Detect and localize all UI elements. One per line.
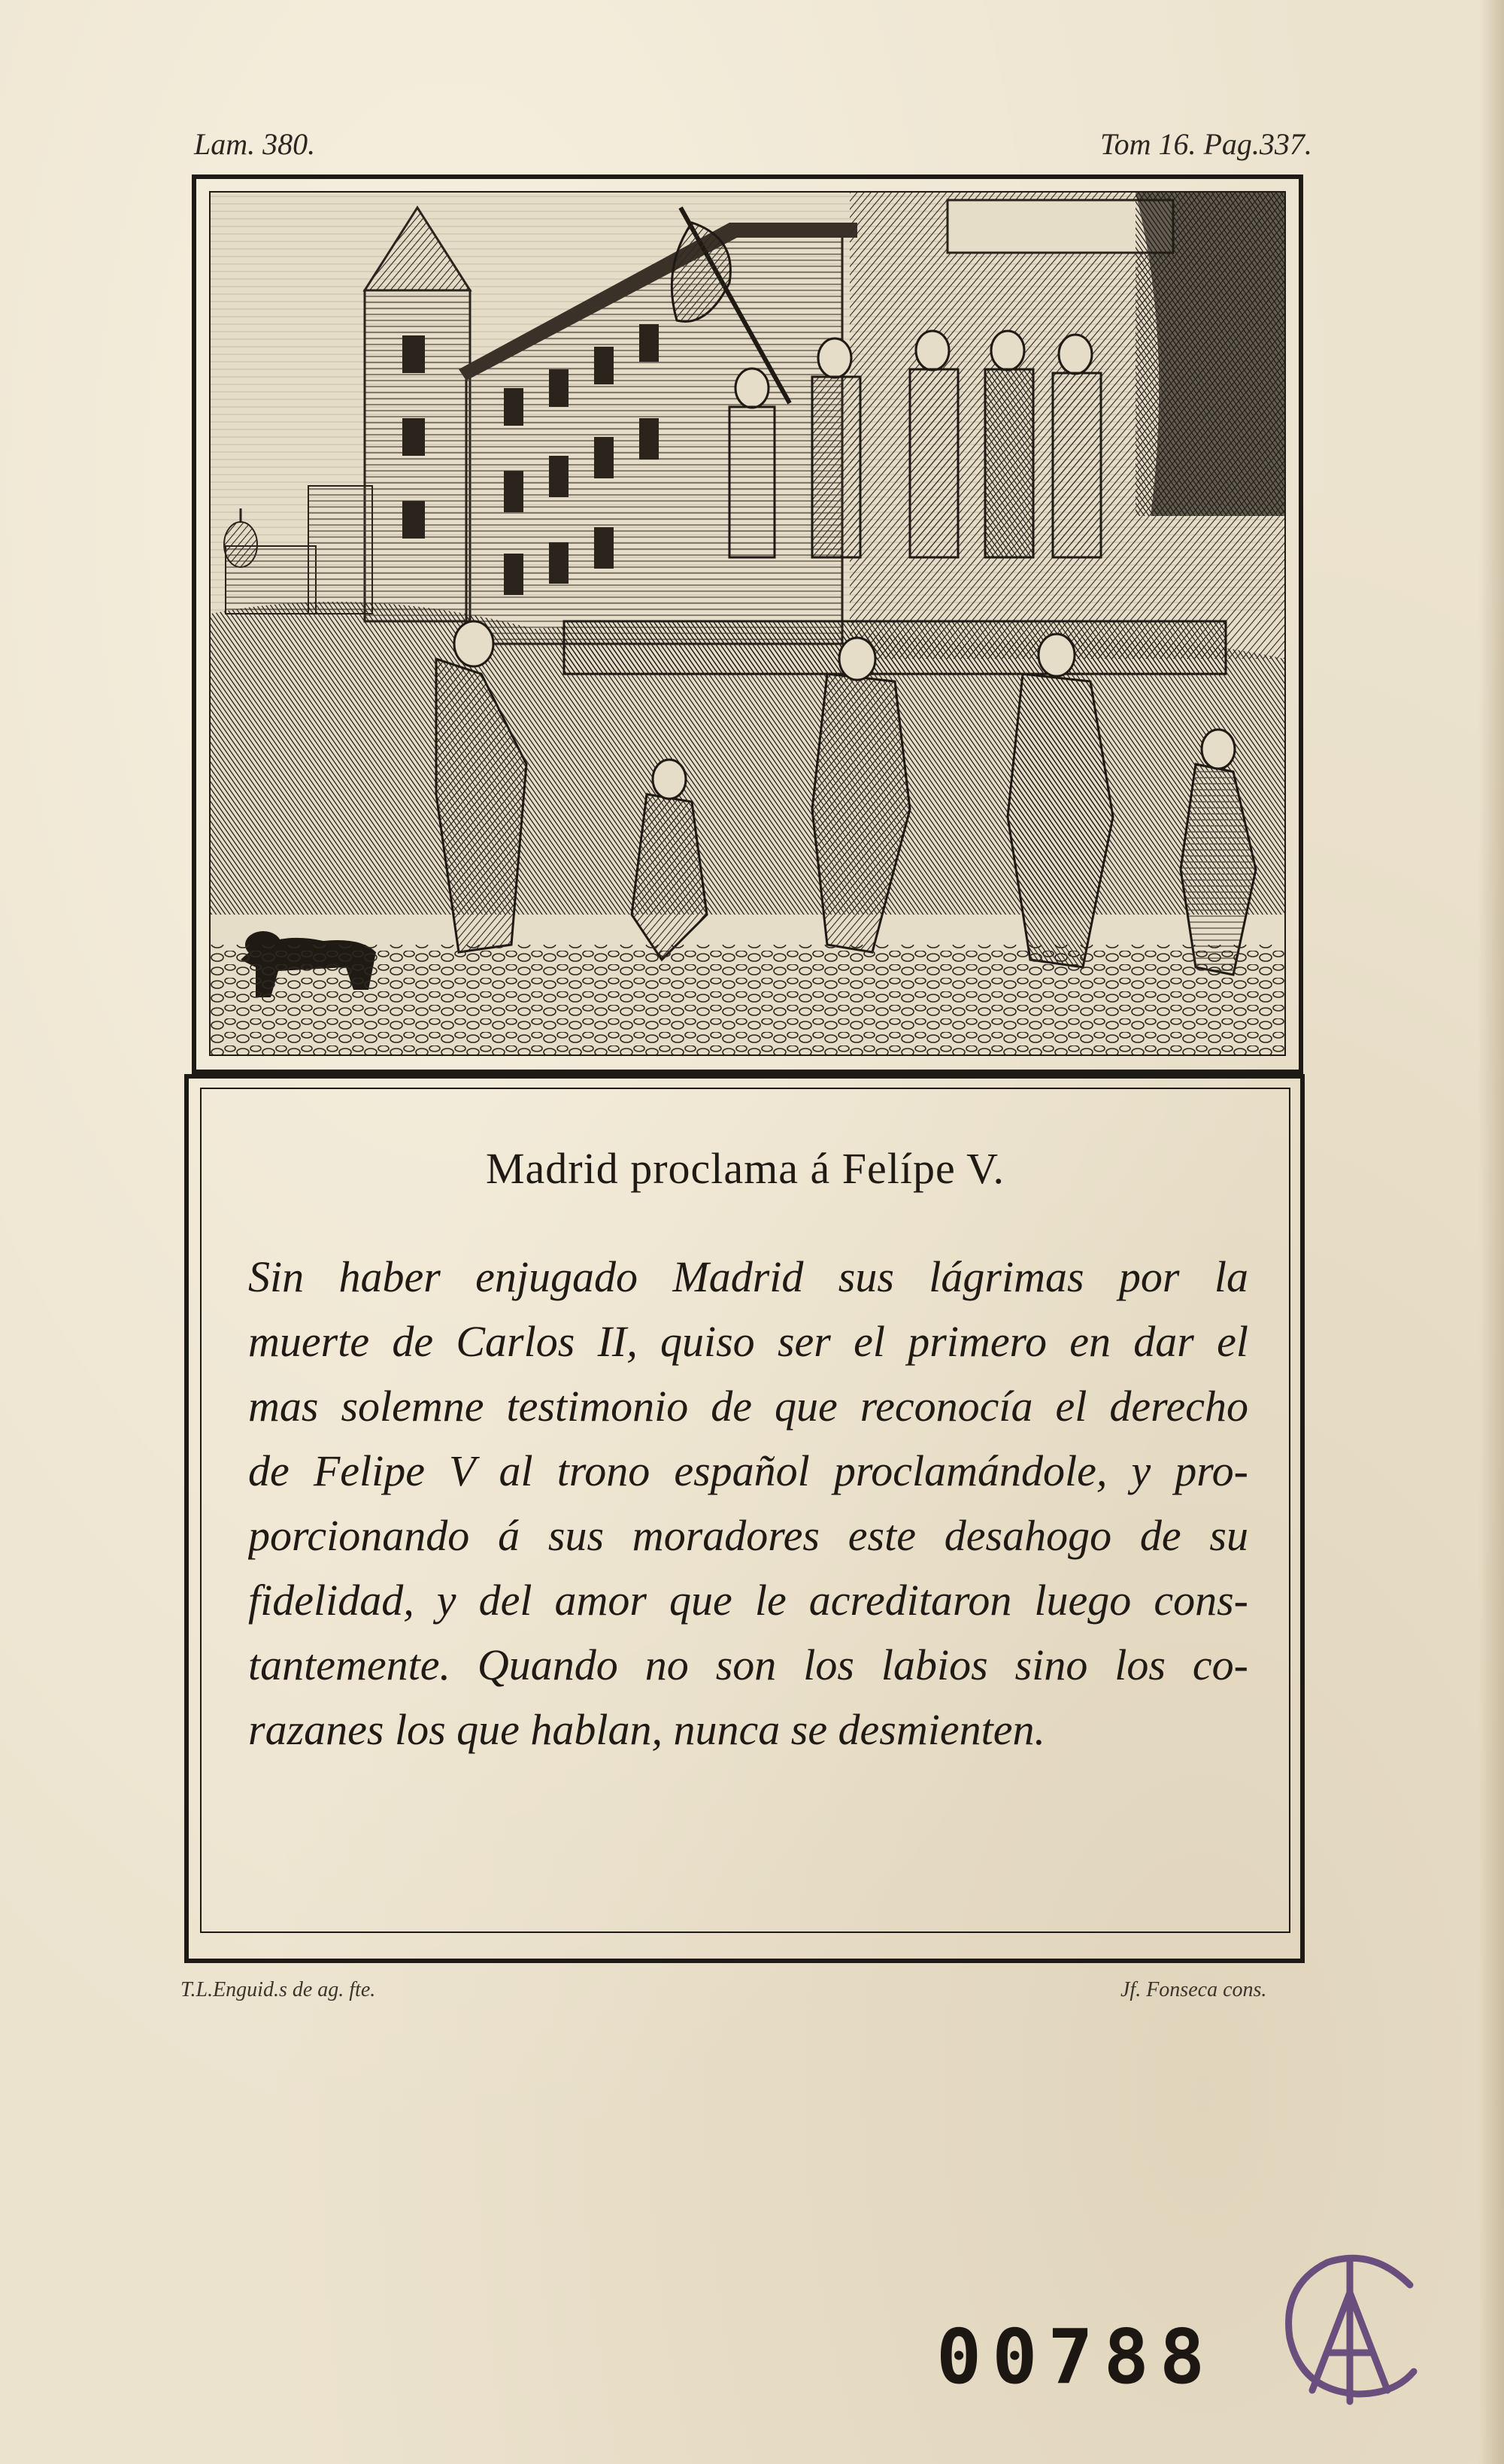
caption-line: tantemente. Quando no son los labios sino los co-	[248, 1640, 1248, 1689]
caption-line: mas solemne testimonio de que reconocía el derecho	[248, 1382, 1248, 1431]
paper-edge-shadow	[1478, 0, 1504, 2464]
caption-line: Sin haber enjugado Madrid sus lágrimas por la	[248, 1252, 1248, 1301]
caption-line: muerte de Carlos II, quiso ser el primero en dar el	[248, 1317, 1248, 1366]
finisher-credit: Jf. Fonseca cons.	[1120, 1978, 1267, 2001]
caption-line: de Felipe V al trono español proclamándole, y pro-	[248, 1446, 1248, 1495]
plate-number: Lam. 380.	[194, 127, 316, 161]
volume-page-reference: Tom 16. Pag.337.	[1100, 127, 1312, 161]
inventory-number: 00788	[936, 2313, 1216, 2401]
collection-stamp	[1260, 2240, 1440, 2420]
bell-tower	[365, 208, 470, 621]
monogram-icon	[1260, 2240, 1440, 2420]
caption-title: Madrid proclama á Felípe V.	[485, 1144, 1005, 1193]
caption-body	[248, 1245, 1248, 1762]
caption-line: porcionando á sus moradores este desahogo de su	[248, 1511, 1248, 1560]
engraver-credit: T.L.Enguid.s de ag. fte.	[180, 1978, 376, 2001]
caption-line: razanes los que hablan, nunca se desmienten.	[248, 1705, 1045, 1754]
cobbled-street	[211, 945, 1284, 1054]
engraving-scene	[211, 193, 1284, 1054]
caption-line: fidelidad, y del amor que le acreditaron luego cons-	[248, 1576, 1248, 1625]
engraving-illustration	[209, 191, 1286, 1056]
